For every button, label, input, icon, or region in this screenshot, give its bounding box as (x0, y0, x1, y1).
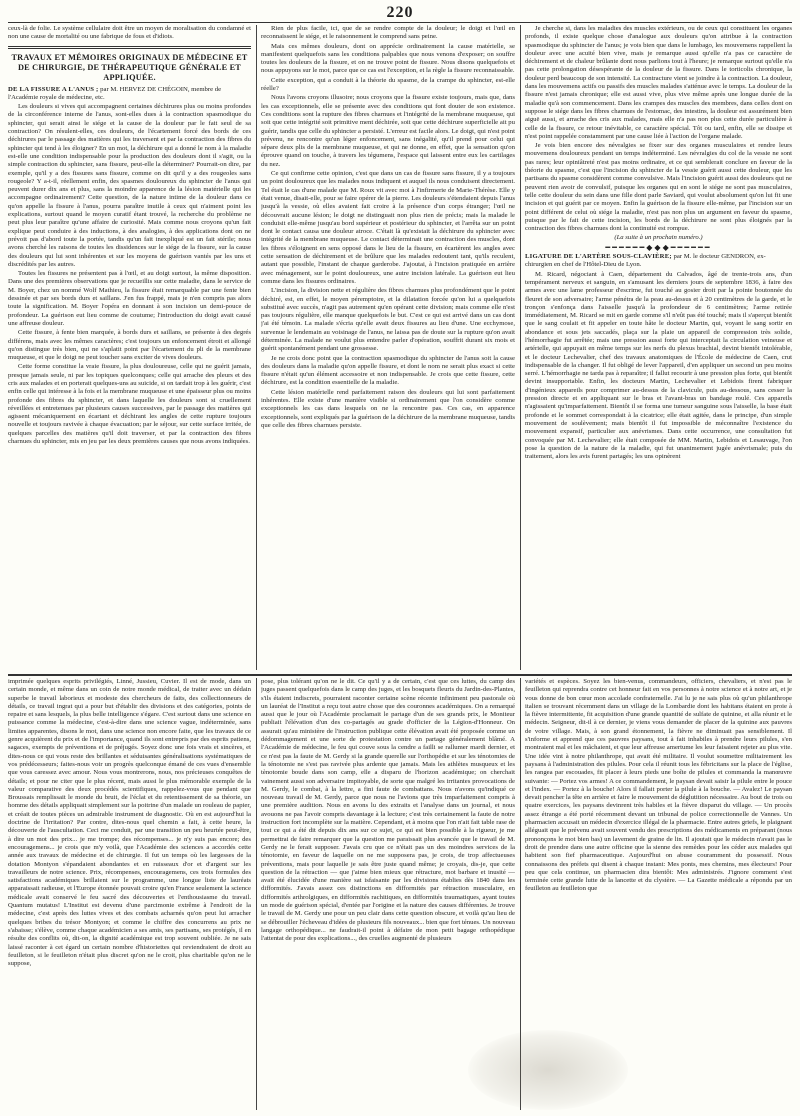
feuilleton-separator (8, 674, 792, 676)
feuilleton-text: variétés et espèces. Soyez les bien-venus, commandeurs, officiers, chevaliers, et n'est pas le feuilleton qui reprendra contre cet honneur fait en vos personnes à notre science et à notre art, et je vous donne de bon cœur mon accolade confraternelle. J'ai lu je ne sais plus où qu'un philanthrope italien se trouvant récemment dans un village de la Lombardie dont les habitans étaient en proie à la fièvre intermittente, fit acquisition d'une grande quantité de sulfate de quinine, et alla réunir et le médecin. Seigneur, dit-il à ce dernier, je viens vous demander de placer de la quinine aux pauvres de votre village. Mais, à son grand étonnement, la fièvre ne diminuait pas sensiblement. Il s'informe et apprend que ces pauvres paysans, tout à fait inhabiles à prendre leurs pilules, s'en montraient mal et les mâchaient, et que leur affreuse amertume les leur faisaient rejeter au plus vite. Une idée vint à notre philanthrope, qui avait été militaire. Il voulut soumettre militairement les paysans à l'administration des pilules. Pour cela il réunit tous les fébricitans sur la place de l'église, les rangea par escouades, fit placer à leurs pieds une boîte de pilules et commanda la manœuvre suivante: — Portez vos armes! A ce commandement, le paysan devait saisir la pilule entre le pouce et l'index. — Portez à la bouche! Alors il fallait porter la pilule à la bouche. — Avalez! Le paysan devait pencher la tête en arrière et faire le mouvement de déglutition nécessaire. Au bout de trois ou quatre exercices, les paysans devinrent très habiles et la fièvre disparut du village. — Un procès assez étrange a été porté récemment devant un tribunal de police correctionnelle de Vannes. Un pharmacien accusait un médecin d'exercice illégal de la pharmacie. Entre autres griefs, le plaignant alléguait que le prévenu avait souvent vendu des prescriptions des médicaments en préparant (nous prononçons le mot bien bas) un lavement de graine de lin. Il ajoutait que le médecin n'avait pas le droit de prendre dans une autre officine que la sienne des remèdes pour les céder aux malades qui habitent son fief pharmaceutique. Aujourd'hui on abuse couramment du possessif. Nous connaissons des préfets qui disent à chaque instant: Mes ponts, mes chemins, mes électeurs! Pour peu que cela continue, un pharmacien dira bientôt: Mes administrés. J'ignore comment s'est terminée cette grande lutte de la lancette et du clystère. — La Gazette médicale a répondu par un feuilleton au feuilleton que (525, 678, 792, 893)
section-divider (8, 46, 251, 49)
top-column-2 (261, 25, 515, 670)
paragraph: Cette forme constitue la vraie fissure, la plus douloureuse, celle qui ne guérit jamais, presque jamais seule, ni par les topiques quelconques; celle qui arrache des pleurs et des cris aux malades et en porterait quelques-uns au suicide, si on tardait trop à les guérir, c'est enfin celle qui intéresse à la fois et la membrane muqueuse et une épaisseur plus ou moins profonde des fibres du sphincter, et dans laquelle les douleurs sont si cruellement réveillées et entretenues par plusieurs causes successives, par le passage des matières qui agissent mécaniquement en écartant et déchirant les angles de cette rupture toujours nouvelle et toujours ravivée à chaque évacuation; par le séjour, sur cette surface irritée, de quelques parcelles des matières qu'il doit traverser, et par la contraction des fibres charnues du sphincter, mis en jeu par les deux premières causes que nous avons indiquées. (8, 363, 251, 446)
column-divider (520, 25, 521, 670)
header-rule (8, 22, 792, 23)
feuilleton-column-2 (261, 678, 515, 1110)
feuilleton-text: pose, plus tolérant qu'on ne le dit. Ce qu'il y a de certain, c'est que ces luttes, du camp des juges passent quelquefois dans le camp des juges, et les bosquets fleuris du Jardin-des-Plantes, s'ils étaient indiscrets, pourraient raconter certaine scène récente infiniment peu pastorale où un lauréat de l'Institut a reçu tout autre chose que des couronnes académiques. On a remarqué aussi que le jour où l'Académie proclamait le partage d'un de ses grands prix, le Moniteur publiait l'élévation d'un des co-partagés au grade d'officier de la Légion-d'Honneur. On assurait qu'au ministère de l'instruction publique cette élévation avait été proposée comme un dédommagement et une sorte de protestation contre un partage généralement blâmé. A l'Académie de médecine, le feu qui couve sous la cendre a failli se rallumer mardi dernier, et ce n'est pas la faute de M. Gerdy si la grande querelle sur l'orthopédie et sur les ténotomies de la ténotomie ne s'est pas ravivée plus ardente que jamais. Mais les athlètes musqueux et les tènotomie boude dans son camp, elle a disparu de l'horizon académique; on cherchait vainement aussi son adversaire impitoyable, de sorte que malgré les irritantes provocations de M. Gerdy, le combat, à la lettre, a fini faute de combattans. Nous n'avons qu'indiqué ce nouveau travail de M. Gerdy, parce que nous ne l'avions que très imparfaitement compris à une première audition. Nous en avons lu des extraits et l'analyse dans un journal, et nous avouons ne pas l'avoir compris davantage à la lecture; c'est très certainement la faute de notre instruction fort incomplète sur la matière. Cependant, et à moins que l'on n'ait fait table rase de tout ce qui a été dit depuis dix ans sur ce sujet, ce qui est bien possible à la rigueur, je me permettrai de faire remarquer que la question me paraissait plus avancée que le travail de M. Gerdy ne le ferait supposer. J'avais cru que ce n'était pas un des moindres services de la ténotomie, en faveur de laquelle on ne me supposera pas, je crois, de trop affectueuses préventions, mais pour laquelle je sais être juste quand même; je croyais, dis-je, que cette question de la rétraction — que j'aime bien mieux que rétracture, mot barbare et inusité — avait été élucidée d'une manière sat isfaisante par les divisions établies dès 1840 dans les difformités. J'avais assez ces distinctions en difformités par rétraction musculaire, en difformités arthrolgiques, en difformités rachitiques, en difformités traumatiques, ayant toutes un mode de guérison spécial, d'entée par l'origine et la nature des causes différentes. Je trouve le travail de M. Gerdy une pour un peu clair dans cette question obscure, et voilà qu'au lieu de se débrouiller l'écheveau d'idées de plusieurs fils nouveaux... bien que fort ténues. Un nouveau langage orthopédique... ne faudrait-il point à défaire de mon petit bagage orthopédique l'attentat de pour des explications..., des cruelles augmenté de plusieurs (261, 678, 515, 943)
paragraph: Ce qui confirme cette opinion, c'est que dans un cas de fissure sans fissure, il y a toujours un point douloureux que les malades nous indiquent et auquel ils nous conduisent directement. Tel était le cas d'une malade que M. Roux vit avec moi à l'infirmerie de Marie-Thérèse. Elle y était venue, disait-elle, pour se faire opérer de la pierre. Les douleurs s'étendaient depuis l'anus jusqu'à la vessie, où elles avaient fait croire à la présence d'un corps étranger; l'œil ne découvrait aucune lésion; le doigt ne distinguait non plus rien de précis; mais la malade le conduisit elle-même jusqu'au bord supérieur et postérieur du sphincter, et l'arrêta sur un point dont le contact causa une douleur atroce. C'était là qu'existait la déchirure du sphincter avec intégrité de la membrane muqueuse. Le contact déterminait une contraction des muscles, dont les fibres s'éloignent en sens opposé dans le lieu de la fissure, en écartèrent les angles avec cette sensation de déchirement et de brûlure que les malades redoutent tant, qu'ils reculent, autant que possible, l'instant de chaque garderobe. J'ajoutai, à l'incision pratiquée en arrière avec ménagement, sur le point douloureux, une autre incision latérale. La guérison eut lieu comme dans les fissures ordinaires. (261, 170, 515, 285)
article-heading (8, 86, 251, 103)
top-column-1 (8, 25, 251, 670)
paragraph: Rien de plus facile, ici, que de se rendre compte de la douleur; le doigt et l'œil en reconnaissent le siége, et le raisonnement le comprend sans peine. (261, 25, 515, 41)
paper-stain (468, 1030, 628, 1110)
paragraph: Cette lésion matérielle rend parfaitement raison des douleurs qui lui sont parfaitement inhérentes. Elle existe d'une manière visible si ordinairement que l'on considère comme exceptionnels les cas dans lesquels on ne la rencontre pas. Ces cas, en apparence exceptionnels, sont expliqués par la guérison de la déchirure de la membrane muqueuse, tandis que celle des fibres charnues persiste. (261, 388, 515, 429)
column-divider (256, 678, 257, 1110)
paragraph: Je ne crois donc point que la contraction spasmodique du sphincter de l'anus soit la cause des douleurs dans la maladie qu'on appelle fissure, et dont le nom ne serait plus exact si cette fissure n'était qu'un élément accessoire et non indispensable. Je crois que cette fissure, cette déchirure, est la condition essentielle de la maladie. (261, 354, 515, 387)
paragraph: Je cherche si, dans les maladies des muscles extérieurs, ou de ceux qui constituent les organes profonds, il existe quelque chose d'analogue aux douleurs qu'on attribue à la contraction spasmodique du sphincter de l'anus; je vois bien que dans le lumbago, les mouvemens rappellent la douleur avec une acuité bien vive, mais je remarque aussi qu'elle n'a pas ce caractère de déchirement et de chaleur brûlante dont nous parlions tout à l'heure; je remarque surtout qu'elle n'a pas cette prolongation désespérante de la douleur de la fissure. Dans le torticolis chronique, la douleur perd beaucoup de son intensité. La contracture vient se joindre à la contraction. La douleur, dans les mouvemens actifs ou passifs des muscles malades s'atténue avec le temps. La douleur de la fissure n'est jamais chronique; elle est aussi vive, plus vive même après une longue durée de la maladie qu'à son commencement. Dans les crampes des muscles des membres, dans celles dont on suppose le siége dans les fibres charnues de l'estomac, des intestins, la douleur est assurément bien aiguë aussi, et arrache des cris aux malades, mais elle n'a pas non plus cette durée particulière à celle de la fissure, ce retour inévitable, ce caractère spécial. Tôt ou tard, enfin, elle se dissipe et n'est point rappelée constamment par une cause liée à l'action de l'organe malade. (525, 25, 792, 140)
paragraph: Cette exception, qui a conduit à la théorie du spasme, de la crampe du sphincter, est-elle réelle? (261, 76, 515, 93)
section-title: TRAVAUX ET MÉMOIRES ORIGINAUX DE MÉDECINE ET DE CHIRURGIE, DE THÉRAPEUTIQUE GÉNÉRALE ET APPLIQUÉE. (11, 52, 248, 82)
paragraph: M. Ricard, négociant à Caen, département du Calvados, âgé de trente-trois ans, d'un tempérament nerveux et sanguin, en s'amusant les derniers jours de septembre 1836, à faire des armes avec une lame professeur d'escrime, fut touché au gosier droit par la pointe boutonnée du fleuret de son adversaire; l'arme pénétra de la peau au-dessus et à 20 centimètres de la garde, et le tronçon s'enfonça dans l'aisselle jusqu'à la profondeur de 6 centimètres; l'arme retirée immédiatement, M. Ricard se mit en garde comme s'il n'eût pas été touché; mais il s'aperçut bientôt que le sang coulait et fit appeler en toute hâte le docteur Martin, qui, voyant le sang sortir en abondance et sous jets saccadés, plaça sur la plaie un appareil de compression très solide, l'hémorrhagie fut arrêtée; mais une pression aussi forte qui interceptait la circulation veineuse et artérielle, qui appuyait en même temps sur les nerfs du plexus brachial, devint bientôt intolérable, et le docteur Lechevalier, chef des travaux anatomiques de l'École de médecine de Caen, crut indispensable de la changer. Il fut obligé de lever l'appareil, d'en appliquer un second un peu moins serré. L'hémorrhagie ne tarda pas à reparaître; il fallut recourir à une pression plus forte, qui bientôt devint insupportable. Enfin, les docteurs Martin, Lechevalier et Lebidois firent fabriquer d'ingénieux appareils pour comprimer au-dessus de la clavicule, puis au-dessous, sans cesser la pression directe et en appliquant sur le bras et l'avant-bras un bandage roulé. Ces appareils n'agissaient qu'imparfaitement. Bientôt il se forma une tumeur sanguine sous l'aisselle, la base était profonde et le sommet correspondait à la cicatrice; elle était agitée, dans le principe, d'un simple mouvement de soulèvement; mais bientôt il fut impossible de méconnaître l'existence du mouvement expansif, particulier aux anévrismes. Dans cette occurrence, une consultation fut convoquée par M. Lechevalier; elle était composée de MM. Martin, Lebidois et Lesauvage, l'on pose la question de la nature de la maladie, qui fut unanimement jugée anévrismale; puis du traitement, alors les avis furent partagés; les uns opinèrent (525, 270, 792, 461)
ornament-divider: ━━━━━━◆◆◆━━━━━━ (605, 242, 712, 252)
feuilleton-text: imprimée quelques esprits privilégiés, Linné, Jussieu, Cuvier. Il est de mode, dans un certain monde, et même dans un coin de notre monde médical, de traiter avec un dédain superbe le travail laborieux et modeste des chercheurs de faits, des collectionneurs de détails, ce travail ingrat qui a pour but d'établir des divisions et des catégories, points de repaire et sans lesquels, la plus belle intelligence s'égare. C'est surtout dans une science en puissance comme la médecine, c'est-à-dire dans une science vague, indéterminée, sans limites apparentes, disons le mot, dans une science non encore faite, que les travaux de ce genre acquièrent du prix et de l'importance, quand ils sont entrepris par des esprits patiens, sagaces, exempts de préventions et de préjugés. Soyez donc une fois vrais et sincères, et dites-nous ce qui vous reste des brillantes et séduisantes généralisations systématiques de vos prédécesseurs; faites-nous voir un progrès quelconque émané de ces vues d'ensemble que vous caressez avec amour. Nous vous montrerons, nous, nos précieuses conquêtes de détails; et pour ne citer que le plus récent, mais aussi le plus mémorable exemple de la valeur comparative des deux procédés scientifiques, rappelez-vous que pendant que Broussais remplissait le monde du bruit, de l'éclat et du retentissement de sa théorie, un homme des détails appliquait simplement sur la poitrine d'un malade un rouleau de papier, et créait de toutes pièces un admirable instrument de diagnostic. Où en est aujourd'hui la doctrine de l'irritation? Par contre, dites-nous quel chemin a fait, à cette heure, la découverte de l'auscultation. Ceci me conduit, par une transition un peu heurtée peut-être, à dire un mot des prix... je me trompe; des récompenses... je n'y suis pas encore; des encouragemens... je crois que m'y voilà, que l'Académie des sciences a accordés cette année aux travaux de médecine et de chirurgie. Il fut un temps où les largesses de la dotation Montyon s'épandaient abondantes et en ruisseaux d'or et d'argent sur les travailleurs de notre science. Prix, récompenses, encouragemens, ces trois formules des satisfactions académiques brillaient sur le programme, une longue liste de lauréats apparaissait radieuse, et l'Europe étonnée pouvait croire qu'en France seulement la science médicale avait conservé le feu sacré des découvertes et l'enthousiasme du travail. Quantum mutatus! L'Institut est devenu d'une parcimonie extrême à l'endroit de la médecine, c'est après des luttes vives et des combats acharnés qu'on peut lui arracher quelques bribes du trésor Montyon; et comme le chiffre des concurrens au prix ne s'abaisse; s'élève, comme chaque académicien a ses amis, ses partisans, ses protégés, il en résulte des conflits où, dit-on, la dignité académique est trop souvent oubliée. Je ne sais laissé raconter à cet égard un certain nombre d'historiettes qui reviendraient de droit au feuilleton, si le feuilleton n'était plus discret qu'on ne le croit, plus charitable qu'on ne le suppose, (8, 678, 251, 968)
ligature-heading-title: LIGATURE DE L'ARTÈRE SOUS-CLAVIÈRE; (525, 253, 672, 261)
top-column-3 (525, 25, 792, 670)
paragraph: Toutes les fissures ne présentent pas à l'œil, et au doigt surtout, la même disposition. Dans une des premières observations que je recueillis sur cette maladie, dans le service de M. Boyer, chez un nommé Wolf Mathieu, la fissure était remarquable par une fente bien dessinée et par ses bords durs et saillans. J'en fus frappé, mais je n'en compris pas alors toute la signification. M. Boyer l'opéra en donnant à son incision un demi-pouce de profondeur. La guérison eut lieu comme de coutume; l'introduction du doigt avait causé une affreuse douleur. (8, 270, 251, 327)
page-number: 220 (386, 4, 414, 21)
paragraph: Les douleurs si vives qui accompagnent certaines déchirures plus ou moins profondes de la circonférence interne de l'anus, sont-elles dues à la contraction spasmodique du sphincter, qui serait ainsi le siége et la cause de la douleur par le fait seul de sa contraction? On résulent-elles, ces douleurs, de l'écartement forcé des bords de ces déchirures par le passage des matières qui les traversent et par la contraction des fibres du sphincter qui tend à les éloigner? En un mot, la déchirure qui a donné le nom à la maladie est-elle une condition indispensable pour la production des douleurs dont il s'agit, ou la simple contraction du sphincter, sans fissure, peut-elle la déterminer? Pourrait-on dire, par exemple, qu'il y a des fissures sans fissure, comme on dit qu'il y a des rougeoles sans rougeole? Y a-t-il, réellement enfin, des spasmes douloureux du sphincter de l'anus qui peuvent durer dix ans et plus, sans la moindre apparence de la lésion matérielle qui les accompagne ordinairement? Cette question, de la nature intime de la douleur dans ce qu'on appelle la fissure à l'anus, pourra paraître inutile à ceux qui n'aiment point les explications, surtout quand le moyen curatif étant trouvé, la recherche du problème ne peut plus leur paraître qu'une affaire de curiosité. Mais comme nous croyons qu'un fait explique peut conduire à des inductions, à des analogies, à des applications dont on ne prévoit pas d'abord toute la portée, tandis qu'un fait inexpliqué est un fait stérile; nous avons cherché les raisons de toutes les dissidences sur le siége de la fissure, sur la cause des douleurs qui lui sont inhérentes et sur les moyens de guérison vantés par les uns et discrédités par les autres. (8, 103, 251, 268)
feuilleton-column-1 (8, 678, 251, 1110)
article-heading-author: par M. HERVEZ DE CHÉGOIN, membre de l'Académie royale de médecine, etc. (8, 85, 222, 101)
paragraph: Nous l'avons croyons illusoire; nous croyons que la fissure existe toujours, mais que, dans les cas exceptionnels, elle se présente avec des conditions qui font douter de son existence. Ces conditions sont la rupture des fibres charnues et l'intégrité de la membrane muqueuse, qui soit que cette intégrité soit primitive ment déchirée, soit que cette déchirure superficielle ait pu guérir, tandis que celle du sphincter a persisté. L'erreur est facile alors. Le doigt, qui n'est point prévenu, ne rencontre qu'un léger enfoncement, sans inégalité, qu'il prend pour celui qui sépare deux plis de la membrane muqueuse, et qui ne donne, en effet, que la sensation qu'on éprouve quand on touche, à travers les tégumens, l'espace qui laissent entre eux les cartilages du nez. (261, 94, 515, 168)
paragraph: L'incision, la division nette et régulière des fibres charnues plus profondément que le point déchiré, est, en effet, le moyen péremptoire, et la dilatation forcée qu'on lui a quelquefois substitué avec succès, n'agit pas autrement qu'en opérant cette division; mais comme elle n'est pas toujours régulière, elle manque quelquefois le but. C'est ce qui est arrivé dans un cas dont j'ai été témoin. La malade s'écria qu'elle avait deux fissures au lieu d'une. Une ecchymose, survenue le lendemain au voisinage de l'anus, ne laissa pas de doute sur la rupture qu'on avait déterminée. La malade ne voulut plus entendre parler d'opération, souffrit durant six mois et guérit spontanément pendant une grossesse. (261, 287, 515, 353)
article-heading-title: DE LA FISSURE A L'ANUS ; (8, 85, 99, 93)
column-divider (256, 25, 257, 670)
paragraph: Mais ces mêmes douleurs, dont on apprécie ordinairement la cause matérielle, se manifestent quelquefois sans les conditions palpables que nous venons d'exposer; on souffre toutes les douleurs de la fissure, et on ne trouve point de fissure. Nous disons quelquefois et nous appuyons sur le mot, parce que ce cas est l'exception, et la règle la fissure reconnaissable. (261, 42, 515, 75)
paragraph: Je vois bien encore des névralgies se fixer sur des organes musculaires et rendre leurs mouvemens douloureux pendant un temps indéterminé. Les névralgies du col de la vessie ne sont pas rares; leur opiniâtreté n'est pas moins ordinaire, et ce qui semblerait conclure en faveur de la théorie du spasme, c'est que l'incision du sphincter de la vessie guérit aussi cette douleur, que les partisans du spasme considèrent comme convulsive. Mais l'incision guérit aussi des douleurs qui ne peuvent rien avoir de convulsif, puisque les organes qui en sont le siége ne sont pas musculaires, telle cette douleur du sein dans une fille dont parle Saviard, qui voulut absolument qu'on lui fit une incision et qui guérit par ce moyen. Enfin la guérison de la fissure elle-même, par l'incision sur un point différent de celui où siége la maladie, n'est pas non plus un argument en faveur du spasme, puisque par le fait de cette incision, les bords de la déchirure ne sont plus éloignés par la contraction des fibres charnues dont la continuité est rompue. (525, 142, 792, 233)
paragraph: Cette fissure, à fente bien marquée, à bords durs et saillans, se présente à des degrés différens, mais avec les mêmes caractères; c'est toujours un enfoncement étroit et allongé qu'on distingue très bien, qui ne s'aplatit point par l'écartement du pli de la membrane muqueuse, et que le doigt ne peut toucher sans exciter de vives douleurs. (8, 329, 251, 362)
continuation-note: (La suite à un prochain numéro.) (614, 234, 703, 242)
ligature-heading-author: par M. le docteur GENDRON, ex-chirurgien en chef de l'Hôtel-Dieu de Lyon. (525, 253, 766, 269)
intro-text: ceux-là de folie. Le système cellulaire doit être un moyen de moralisation du condamné et non une cause de mortalité ou une fabrique de fous et d'idiots. (8, 25, 251, 41)
ligature-heading (525, 253, 792, 270)
